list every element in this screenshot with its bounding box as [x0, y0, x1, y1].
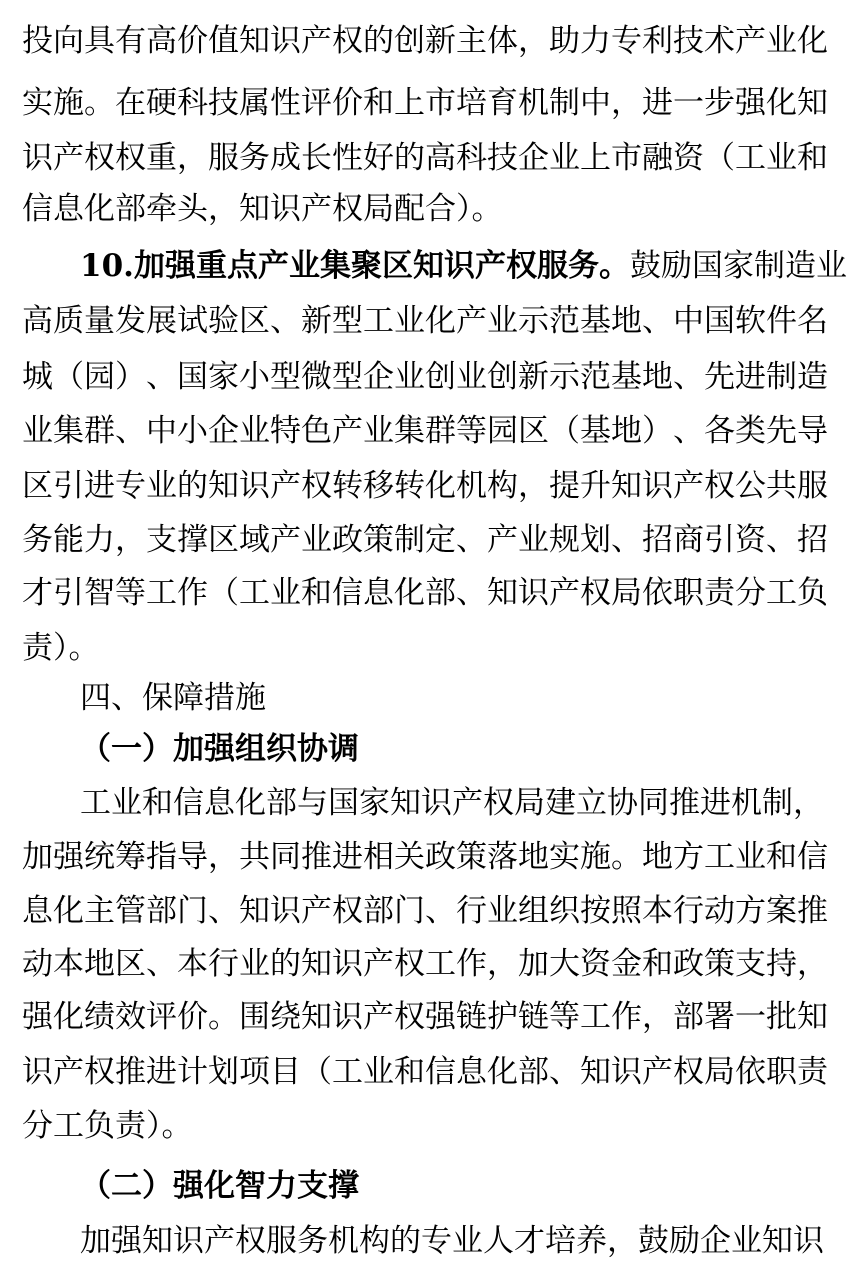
text-line: 务 能 力 ， 支 撑 区 域 产 业 政 策 制 定 、 产 业 规 划 、 招 商 引 资 、 招 [22, 522, 828, 558]
text-line: 区 引 进 专 业 的 知 识 产 权 转 移 转 化 机 构 ， 提 升 知 识 产 权 公 共 服 [22, 468, 828, 504]
section-heading: （一）加强组织协调 [80, 731, 359, 767]
text-line: 识 产 权 权 重 ， 服 务 成 长 性 好 的 高 科 技 企 业 上 市 融 资 （ 工 业 和 [22, 140, 828, 176]
text-line: 加 强 知 识 产 权 服 务 机 构 的 专 业 人 才 培 养 ， 鼓 励 企 业 知 识 [80, 1223, 824, 1259]
text-line: 投 向 具 有 高 价 值 知 识 产 权 的 创 新 主 体 ， 助 力 专 利 技 术 产 业 化 [22, 23, 828, 59]
text-line: 责）。 [22, 630, 100, 666]
section-heading: 四、保障措施 [80, 680, 266, 716]
text-line: 高 质 量 发 展 试 验 区 、 新 型 工 业 化 产 业 示 范 基 地 、 中 国 软 件 名 [22, 303, 828, 339]
text-line: 强 化 绩 效 评 价 。 围 绕 知 识 产 权 强 链 护 链 等 工 作 ， 部 署 一 批 知 [22, 999, 828, 1035]
text-line: 息 化 主 管 部 门 、 知 识 产 权 部 门 、 行 业 组 织 按 照 本 行 动 方 案 推 [22, 893, 828, 929]
text-line: 分工负责）。 [22, 1108, 193, 1144]
text-line: 10. 加 强 重 点 产 业 集 聚 区 知 识 产 权 服 务 。 鼓 励 国 家 制 造 业 [80, 248, 847, 284]
section-heading: （二）强化智力支撑 [80, 1168, 359, 1204]
text-line: 识 产 权 推 进 计 划 项 目 （ 工 业 和 信 息 化 部 、 知 识 产 权 局 依 职 责 [22, 1054, 828, 1090]
text-line: 实 施 。 在 硬 科 技 属 性 评 价 和 上 市 培 育 机 制 中 ， 进 一 步 强 化 知 [22, 85, 828, 121]
text-line: 加 强 统 筹 指 导 ， 共 同 推 进 相 关 政 策 落 地 实 施 。 地 方 工 业 和 信 [22, 839, 828, 875]
text-line: 业 集 群 、 中 小 企 业 特 色 产 业 集 群 等 园 区 （ 基 地 ） 、 各 类 先 导 [22, 413, 828, 449]
text-line: 才 引 智 等 工 作 （ 工 业 和 信 息 化 部 、 知 识 产 权 局 依 职 责 分 工 负 [22, 575, 828, 611]
text-line: 工 业 和 信 息 化 部 与 国 家 知 识 产 权 局 建 立 协 同 推 进 机 制 ， [80, 785, 824, 821]
text-line: 城 （ 园 ） 、 国 家 小 型 微 型 企 业 创 业 创 新 示 范 基 地 、 先 进 制 造 [22, 359, 828, 395]
text-line: 动 本 地 区 、 本 行 业 的 知 识 产 权 工 作 ， 加 大 资 金 和 政 策 支 持 ， [22, 946, 828, 982]
text-line: 信息化部牵头，知识产权局配合）。 [22, 191, 503, 227]
